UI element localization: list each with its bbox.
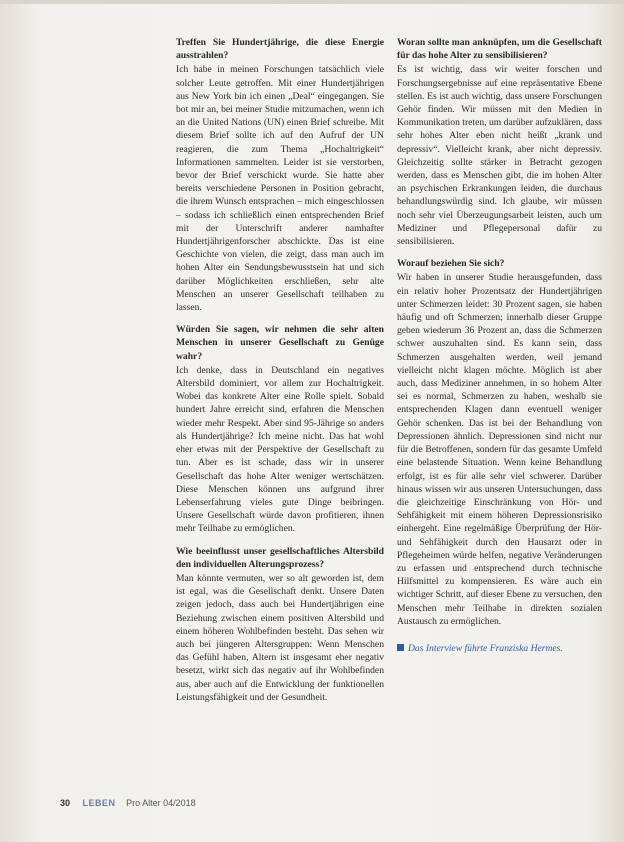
interview-question: Treffen Sie Hundertjährige, die diese Energie ausstrahlen?: [176, 37, 384, 62]
right-column: [397, 36, 602, 655]
page-footer: [60, 798, 196, 808]
qa-block: [397, 36, 602, 248]
interview-question: Wie beeinflusst unser gesellschaftliches Altersbild den individuellen Alterungsprozess?: [176, 545, 384, 570]
qa-block: [176, 36, 384, 314]
interview-answer: Ich denke, dass in Deutschland ein negatives Altersbild dominiert, vor allem zur Hochaltrigkeit. Wobei das konkrete Alter eine Rolle spielt. Sobald hundert Jahre erreicht sind, erfahren die Menschen wieder mehr Respekt. Aber sind 95-Jährige so anders als Hundertjährige? Ich meine nicht. Das hat wohl eher etwas mit der Perspektive der Gesellschaft zu tun. Aber es ist schade, dass wir in unserer Gesellschaft das hohe Alter weniger wertschätzen. Diese Menschen können uns aufgrund ihrer Lebenserfahrung vieles gute Dinge beibringen. Unsere Gesellschaft würde davon profitieren, ihnen mehr Teilhabe zu ermöglichen.: [176, 364, 384, 535]
interview-answer: Man könnte vermuten, wer so alt geworden ist, dem ist egal, was die Gesellschaft denkt. Unsere Daten zeigen jedoch, dass auch bei Hundertjährigen eine Beziehung zwischen einem positiven Altersbild und einem höheren Wohlbefinden besteht. Das sehen wir auch bei jüngeren Altersgruppen: Wenn Menschen das Gefühl haben, Altern ist insgesamt eher negativ besetzt, wirkt sich das negativ auf ihr Wohlbefinden aus, aber auch auf die Entwicklung der funktionellen Leistungsfähigkeit und der Gesundheit.: [176, 572, 384, 703]
interview-answer: Wir haben in unserer Studie herausgefunden, dass ein relativ hoher Prozentsatz der Hundertjährigen unter Schmerzen leidet: 30 Prozent sagen, sie haben häufig und oft Schmerzen; innerhalb dieser Gruppe geben wiederum 36 Prozent an, dass die Schmerzen schwer auszuhalten sind. Es kann sein, dass Schmerzen ausgehalten werden, weil jemand vielleicht nicht klagen möchte. Möglich ist aber auch, dass Mediziner annehmen, in so hohem Alter sei es normal, Schmerzen zu haben, weshalb sie entsprechenden Klagen dann eventuell weniger Gehör schenken. Das ist bei der Behandlung von Depressionen ähnlich. Depressionen sind nicht nur für die Betroffenen, sondern für das gesamte Umfeld eine belastende Situation. Wenn keine Behandlung erfolgt, ist es für alle sehr viel schwerer. Darüber hinaus wissen wir aus unseren Untersuchungen, dass die gleichzeitige Einschränkung von Hör- und Sehfähigkeit mit einem höheren Depressionsrisiko einhergeht. Eine regelmäßige Überprüfung der Hör- und Sehfähigkeit durch den Hausarzt oder in Pflegeheimen würde helfen, negative Veränderungen zu erfassen und entsprechend durch technische Hilfsmittel zu kompensieren. Es wäre auch ein wichtiger Schritt, auf dieser Ebene zu versuchen, den Menschen mehr Teilhabe in direkten sozialen Austausch zu ermöglichen.: [397, 272, 602, 627]
interview-answer: Ich habe in meinen Forschungen tatsächlich viele solcher Leute getroffen. Mit einer Hundertjährigen aus New York bin ich einen „Deal“ eingegangen. Sie bot mir an, bei meiner Studie mitzumachen, wenn ich an die United Nations (UN) einen Brief schreibe. Mit diesem Brief sollte ich auf den Aufruf der UN reagieren, die zum Thema „Hochaltrigkeit“ Informationen sammelten. Leider ist sie verstorben, bevor der Brief verschickt wurde. Sie hatte aber bereits verschiedene Personen in Position gebracht, die ihrem Wunsch entsprachen – mich eingeschlossen – sodass ich schließlich einen entsprechenden Brief mit der Unterschrift anderer namhafter Hundertjährigenforscher abschickte. Das ist eine Geschichte von vielen, die zeigt, dass man auch im hohen Alter ein Sendungsbewusstsein hat und sich darüber Möglichkeiten erschließen, sehr alte Menschen an unserer Gesellschaft teilhaben zu lassen.: [176, 64, 384, 314]
qa-block: [397, 257, 602, 628]
qa-block: [176, 545, 384, 704]
interview-question: Woran sollte man anknüpfen, um die Gesellschaft für das hohe Alter zu sensibilisieren?: [397, 37, 602, 62]
issue-label: Pro Alter 04/2018: [126, 798, 196, 808]
interview-credit: [397, 642, 602, 655]
page-number: 30: [60, 798, 71, 808]
page-top-edge: [0, 0, 624, 4]
interview-question: Worauf beziehen Sie sich?: [397, 258, 505, 270]
left-column: [176, 36, 384, 713]
interview-answer: Es ist wichtig, dass wir weiter forschen und Forschungsergebnisse auf eine repräsentative Ebene stellen. Es ist auch wichtig, dass unsere Forschungen Gehör finden. Wir müssen mit den Medien in Kommunikation treten, um darüber aufzuklären, dass sehr hohes Alter eben nicht heißt „krank und depressiv“. Vielleicht krank, aber nicht depressiv. Gleichzeitig sollte stärker in Betracht gezogen werden, dass es Menschen gibt, die im hohen Alter an psychischen Erkrankungen leiden, die durchaus behandlungswürdig sind. Ich glaube, wir müssen noch sehr viel Überzeugungsarbeit leisten, auch um Mediziner und Pflegepersonal dafür zu sensibilisieren.: [397, 64, 602, 248]
qa-block: [176, 323, 384, 535]
credit-text: Das Interview führte Franziska Hermes.: [408, 642, 563, 654]
section-label: LEBEN: [82, 798, 116, 808]
interview-question: Würden Sie sagen, wir nehmen die sehr alten Menschen in unserer Gesellschaft zu Genüge wahr?: [176, 324, 384, 362]
square-bullet-icon: [397, 644, 404, 651]
